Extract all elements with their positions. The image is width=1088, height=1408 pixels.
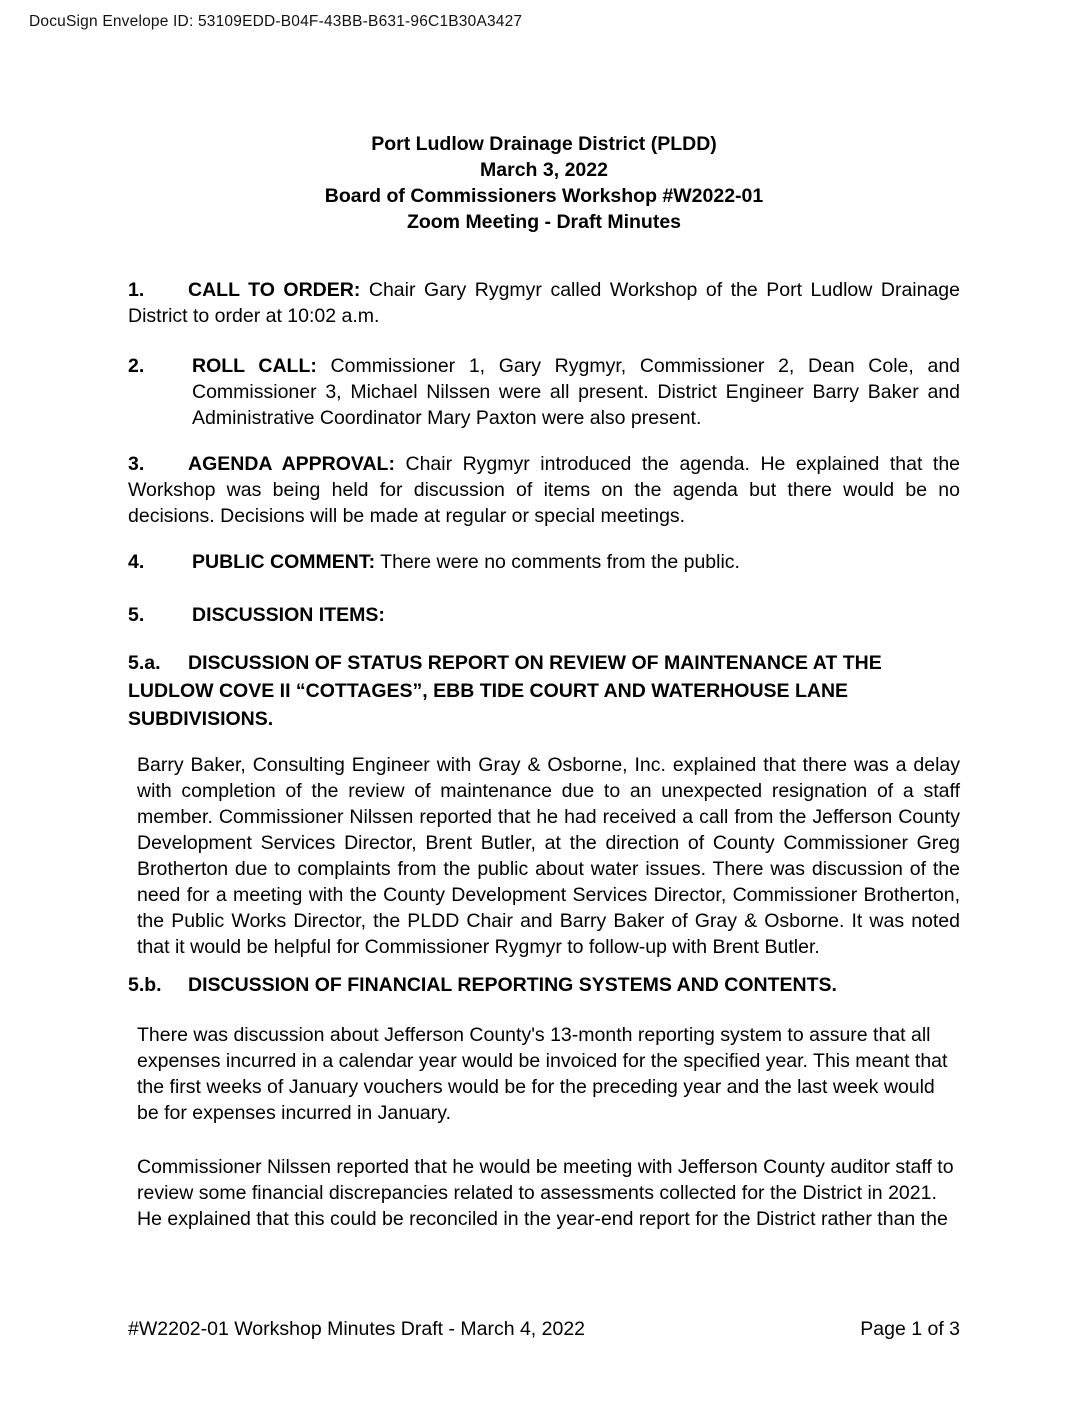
heading-line: LUDLOW COVE II “COTTAGES”, EBB TIDE COURT AND WATERHOUSE LANE	[128, 680, 849, 702]
heading-line: SUBDIVISIONS.	[128, 708, 274, 730]
section-number: 5.b.	[128, 974, 162, 996]
item-number: 1.	[128, 279, 145, 301]
title-line-workshop: Board of Commissioners Workshop #W2022-01	[324, 185, 764, 207]
title-line-meeting-type: Zoom Meeting - Draft Minutes	[406, 211, 682, 233]
item-text: There were no comments from the public.	[380, 551, 740, 573]
item-body	[192, 353, 960, 431]
section-5b-paragraph-2: Commissioner Nilssen reported that he would be meeting with Jefferson County auditor staff to review some financial discrepancies related to assessments collected for the District in 2021. He explained that this could be reconciled in the year-end report for the District rather than the	[137, 1156, 954, 1230]
item-number: 4.	[128, 551, 145, 573]
section-5b-heading	[128, 971, 960, 999]
item-label: CALL TO ORDER:	[188, 279, 361, 301]
item-label: DISCUSSION ITEMS:	[192, 604, 385, 626]
page-footer	[128, 1316, 960, 1342]
item-number: 5.	[128, 604, 145, 626]
agenda-item-call-to-order	[128, 277, 960, 329]
docusign-envelope-id: DocuSign Envelope ID: 53109EDD-B04F-43BB-B631-96C1B30A3427	[29, 13, 523, 30]
item-number: 2.	[128, 355, 145, 377]
section-5a-paragraph: Barry Baker, Consulting Engineer with Gray & Osborne, Inc. explained that there was a delay with completion of the review of maintenance due to an unexpected resignation of a staff member. Commissioner Nilssen reported that he had received a call from the Jefferson County Development Services Director, Brent Butler, at the direction of County Commissioner Greg Brotherton due to complaints from the public about water issues. There was discussion of the need for a meeting with the County Development Services Director, Commissioner Brotherton, the Public Works Director, the PLDD Chair and Barry Baker of Gray & Osborne. It was noted that it would be helpful for Commissioner Rygmyr to follow-up with Brent Butler.	[137, 754, 960, 958]
section-number: 5.a.	[128, 652, 161, 674]
heading-line: DISCUSSION OF FINANCIAL REPORTING SYSTEMS AND CONTENTS.	[188, 974, 837, 996]
section-5a-heading	[128, 649, 960, 733]
title-line-date: March 3, 2022	[480, 159, 608, 181]
item-body	[192, 549, 960, 575]
heading-line: DISCUSSION OF STATUS REPORT ON REVIEW OF MAINTENANCE AT THE	[188, 652, 882, 674]
document-title	[128, 131, 960, 235]
footer-page-number: Page 1 of 3	[860, 1318, 960, 1340]
title-line-org: Port Ludlow Drainage District (PLDD)	[371, 133, 717, 155]
item-label: AGENDA APPROVAL:	[188, 453, 395, 475]
item-label: ROLL CALL:	[192, 355, 317, 377]
agenda-item-discussion-items	[128, 602, 960, 628]
item-label: PUBLIC COMMENT:	[192, 551, 376, 573]
item-number: 3.	[128, 453, 145, 475]
agenda-item-public-comment	[128, 549, 960, 575]
section-5b-paragraph-1: There was discussion about Jefferson County's 13-month reporting system to assure that all expenses incurred in a calendar year would be invoiced for the specified year. This meant that the first weeks of January vouchers would be for the preceding year and the last week would be for expenses incurred in January.	[137, 1024, 948, 1124]
item-text: Chair Gary Rygmyr called Workshop of the Port Ludlow Drainage District to order at 10:02 a.m.	[128, 279, 960, 327]
item-text: Commissioner 1, Gary Rygmyr, Commissioner 2, Dean Cole, and Commissioner 3, Michael Nilssen were all present. District Engineer Barry Baker and Administrative Coordinator Mary Paxton were also present.	[192, 355, 961, 429]
item-text: Chair Rygmyr introduced the agenda. He explained that the Workshop was being held for discussion of items on the agenda but there would be no decisions. Decisions will be made at regular or special meetings.	[128, 453, 961, 527]
footer-document-id: #W2202-01 Workshop Minutes Draft - March 4, 2022	[128, 1318, 586, 1340]
document-body	[128, 0, 960, 1232]
agenda-item-agenda-approval	[128, 451, 960, 529]
agenda-item-roll-call	[128, 353, 960, 431]
item-body	[192, 602, 960, 628]
